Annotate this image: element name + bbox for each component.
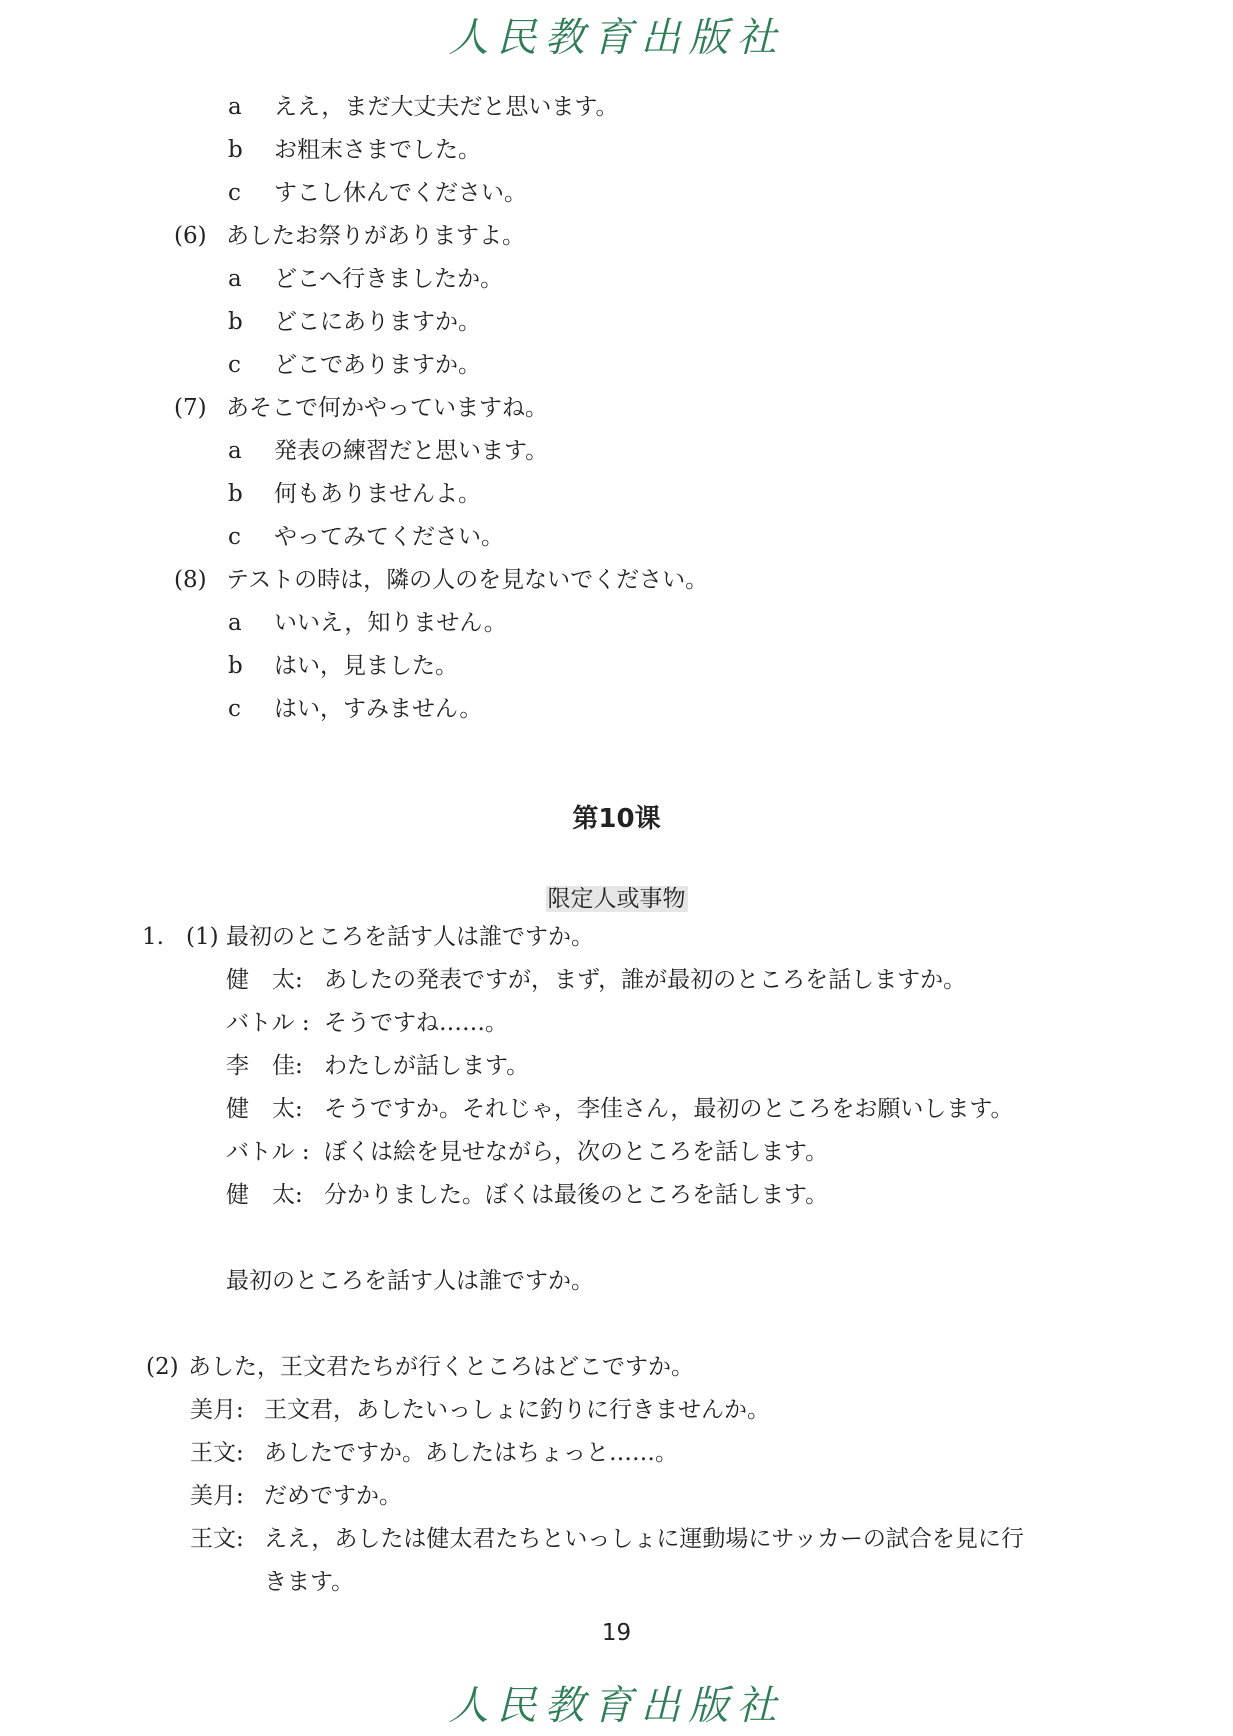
- question-number: (8): [174, 567, 207, 593]
- publisher-logo-bottom: 人民教育出版社: [448, 1683, 785, 1729]
- speaker: 王文:: [190, 1526, 244, 1552]
- question-number: (6): [174, 223, 207, 249]
- list-item: [228, 135, 481, 165]
- list-item: [228, 694, 482, 724]
- list-item: [228, 350, 481, 380]
- list-item: [228, 522, 504, 552]
- question-text: あしたお祭りがありますよ。: [226, 223, 525, 249]
- option-text: どこへ行きましたか。: [274, 266, 504, 292]
- speaker: バトル :: [226, 1139, 310, 1165]
- option-letter: b: [228, 137, 243, 163]
- speaker: 美月:: [190, 1397, 244, 1423]
- section-title: [0, 880, 1233, 913]
- dialog-text: そうですか。それじゃ，李佳さん，最初のところをお願いします。: [324, 1096, 1014, 1122]
- list-item: [228, 436, 548, 466]
- dialog-line: [190, 1438, 678, 1468]
- dialog-text: だめですか。: [264, 1483, 402, 1509]
- exercise-1-question: [142, 922, 594, 952]
- option-letter: b: [228, 481, 243, 507]
- dialog-line: [226, 1008, 508, 1038]
- question-number: (7): [174, 395, 207, 421]
- section-title-text: 限定人或事物: [547, 886, 686, 912]
- option-letter: a: [228, 438, 242, 464]
- option-text: お粗末さまでした。: [274, 137, 481, 163]
- lesson-title: 第10课: [572, 804, 661, 834]
- dialog-text: あしたですか。あしたはちょっと……。: [264, 1440, 678, 1466]
- question-text: あした，王文君たちが行くところはどこですか。: [188, 1354, 694, 1380]
- option-letter: c: [228, 524, 241, 550]
- question-7: [174, 393, 548, 423]
- repeat-question: 最初のところを話す人は誰ですか。: [226, 1268, 594, 1294]
- option-text: 発表の練習だと思います。: [274, 438, 549, 464]
- list-item: [228, 178, 527, 208]
- option-text: どこにありますか。: [274, 309, 481, 335]
- speaker: 健 太:: [226, 1182, 303, 1208]
- option-text: はい，すみません。: [274, 696, 483, 722]
- option-letter: c: [228, 352, 241, 378]
- dialog-line: [226, 1094, 1014, 1124]
- question-text: 最初のところを話す人は誰ですか。: [226, 924, 594, 950]
- option-letter: a: [228, 94, 242, 120]
- dialog-line: [226, 1137, 828, 1167]
- speaker: 李 佳:: [226, 1053, 303, 1079]
- dialog-line: [226, 1051, 529, 1081]
- list-item: [228, 307, 481, 337]
- question-number: (2): [146, 1354, 179, 1380]
- exercise-2-question: [146, 1352, 694, 1382]
- exercise-label: 1.: [142, 924, 164, 950]
- dialog-text: 王文君，あしたいっしょに釣りに行きませんか。: [264, 1397, 770, 1423]
- dialog-line: [226, 1180, 828, 1210]
- option-text: いいえ，知りません。: [274, 610, 507, 636]
- dialog-line: [190, 1481, 402, 1511]
- option-letter: c: [228, 696, 241, 722]
- dialog-text: そうですね……。: [324, 1010, 508, 1036]
- question-8: [174, 565, 708, 595]
- option-letter: b: [228, 309, 243, 335]
- dialog-line: [190, 1395, 770, 1425]
- option-text: どこでありますか。: [274, 352, 481, 378]
- dialog-line: [190, 1524, 1024, 1554]
- option-text: 何もありませんよ。: [274, 481, 481, 507]
- publisher-logo-top: 人民教育出版社: [448, 15, 785, 61]
- dialog-text: ええ，あしたは健太君たちといっしょに運動場にサッカーの試合を見に行: [264, 1526, 1024, 1552]
- dialog-text: わたしが話します。: [324, 1053, 530, 1079]
- speaker: 健 太:: [226, 967, 303, 993]
- question-text: テストの時は，隣の人のを見ないでください。: [226, 567, 709, 593]
- option-letter: b: [228, 653, 243, 679]
- dialog-continuation: きます。: [264, 1569, 355, 1595]
- dialog-text: あしたの発表ですが，まず，誰が最初のところを話しますか。: [324, 967, 967, 993]
- option-letter: a: [228, 610, 242, 636]
- speaker: 健 太:: [226, 1096, 303, 1122]
- question-text: あそこで何かやっていますね。: [226, 395, 548, 421]
- list-item: [228, 608, 507, 638]
- dialog-text: 分かりました。ぼくは最後のところを話します。: [324, 1182, 829, 1208]
- option-text: はい，見ました。: [274, 653, 458, 679]
- speaker: 美月:: [190, 1483, 244, 1509]
- option-text: やってみてください。: [274, 524, 504, 550]
- option-letter: a: [228, 266, 242, 292]
- speaker: バトル :: [226, 1010, 310, 1036]
- list-item: [228, 264, 503, 294]
- list-item: [228, 479, 481, 509]
- list-item: [228, 651, 458, 681]
- option-text: ええ，まだ大丈夫だと思います。: [274, 94, 619, 120]
- dialog-text: ぼくは絵を見せながら，次のところを話します。: [324, 1139, 829, 1165]
- question-number: (1): [186, 924, 219, 950]
- list-item: [228, 92, 619, 122]
- option-letter: c: [228, 180, 241, 206]
- question-6: [174, 221, 525, 251]
- speaker: 王文:: [190, 1440, 244, 1466]
- option-text: すこし休んでください。: [274, 180, 527, 206]
- page-number: 19: [601, 1620, 632, 1646]
- dialog-line: [226, 965, 966, 995]
